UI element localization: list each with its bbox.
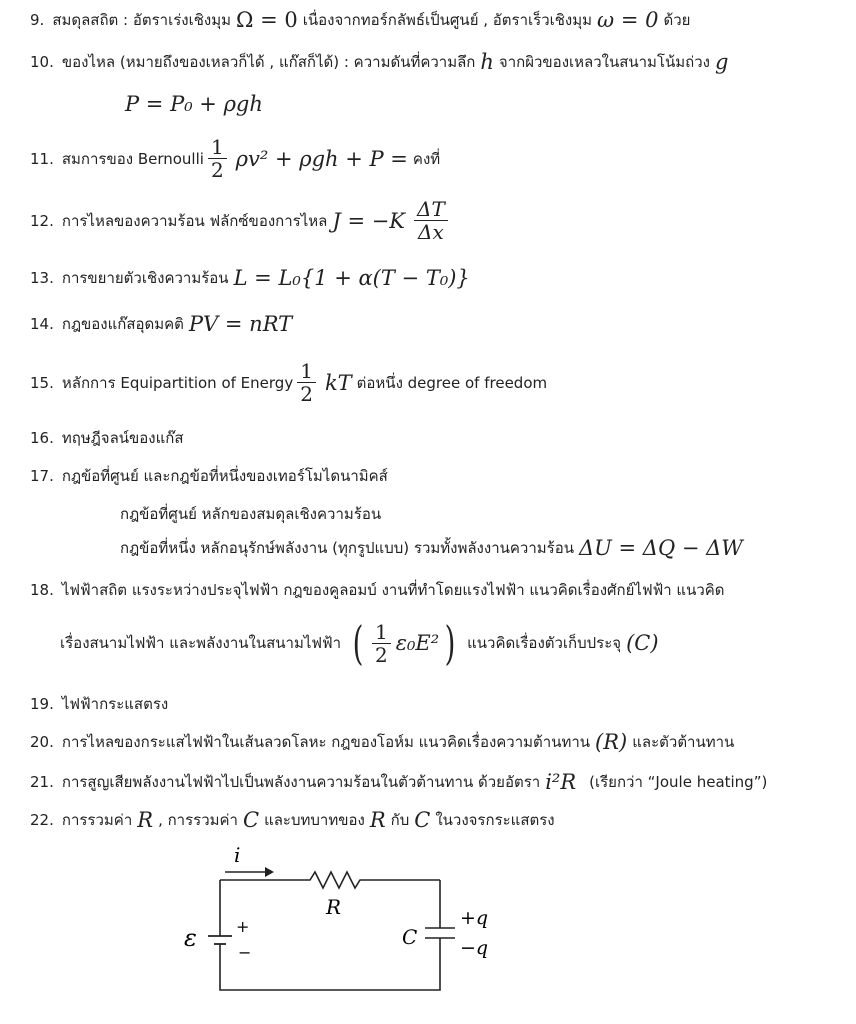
- item-19: 19. ไฟฟ้ากระแสตรง: [30, 695, 169, 713]
- item-21: 21. การสูญเสียพลังงานไฟฟ้าไปเป็นพลังงานความร้อนในตัวต้านทาน ด้วยอัตรา i²R (เรียกว่า “Joule heating”): [30, 770, 768, 794]
- item-9: 9. สมดุลสถิต : อัตราเร่งเชิงมุม Ω = 0 เนื่องจากทอร์กลัพธ์เป็นศูนย์ , อัตราเร็วเชิงมุม ω = 0 ด้วย: [30, 8, 691, 32]
- current-label: i: [234, 843, 241, 867]
- pressure-equation: P = P₀ + ρgh: [125, 92, 263, 116]
- capacitor-plus-q: +q: [460, 907, 489, 929]
- item-22: 22. การรวมค่า R , การรวมค่า C และบทบาทของ R กับ C ในวงจรกระแสตรง: [30, 808, 555, 832]
- fraction-dT-dx: $\frac{\Delta T}{\Delta x}$: [414, 198, 448, 243]
- item-16: 16. ทฤษฎีจลน์ของแก๊ส: [30, 429, 184, 447]
- item-10: 10. ของไหล (หมายถึงของเหลวก็ได้ , แก๊สก็ได้) : ความดันที่ความลึก h จากผิวของเหลวในสนามโน้มถ่วง g: [30, 50, 729, 74]
- emf-label: ε: [184, 924, 197, 952]
- item-13: 13. การขยายตัวเชิงความร้อน L = L₀{1 + α(T − T₀)}: [30, 266, 470, 290]
- rc-circuit-diagram: [170, 840, 510, 1010]
- fraction-half: $\frac{1}{2}$: [372, 621, 391, 666]
- resistor-label: R: [326, 895, 342, 919]
- resistor-wire: [220, 872, 440, 888]
- item-17-zeroth-law: กฎข้อที่ศูนย์ หลักของสมดุลเชิงความร้อน: [120, 505, 382, 523]
- capacitor-label: C: [402, 925, 418, 949]
- item-12: 12. การไหลของความร้อน ฟลักซ์ของการไหล J = −K $\frac{\Delta T}{\Delta x}$: [30, 198, 452, 243]
- item-14: 14. กฎของแก๊สอุดมคติ PV = nRT: [30, 312, 293, 336]
- fraction-half: $\frac{1}{2}$: [297, 360, 316, 405]
- item-17: 17. กฎข้อที่ศูนย์ และกฎข้อที่หนึ่งของเทอร์โมไดนามิคส์: [30, 467, 388, 485]
- capacitor-minus-q: −q: [460, 937, 489, 959]
- battery-minus: −: [238, 943, 252, 962]
- item-17-first-law: กฎข้อที่หนึ่ง หลักอนุรักษ์พลังงาน (ทุกรูปแบบ) รวมทั้งพลังงานความร้อน ΔU = ΔQ − ΔW: [120, 536, 743, 560]
- item-18: 18. ไฟฟ้าสถิต แรงระหว่างประจุไฟฟ้า กฎของคูลอมบ์ งานที่ทำโดยแรงไฟฟ้า แนวคิดเรื่องศักย์ไฟฟ้า แนวคิด: [30, 581, 725, 599]
- battery-plus: +: [236, 917, 250, 936]
- current-arrow-head: [265, 867, 274, 877]
- item-20: 20. การไหลของกระแสไฟฟ้าในเส้นลวดโลหะ กฎของโอห์ม แนวคิดเรื่องความต้านทาน (R) และตัวต้านทาน: [30, 730, 735, 754]
- item-11: 11. สมการของ Bernoulli $\frac{1}{2}$ ρv² + ρgh + P = คงที่: [30, 135, 441, 182]
- item-15: 15. หลักการ Equipartition of Energy $\frac{1}{2}$ kT ต่อหนึ่ง degree of freedom: [30, 359, 548, 406]
- fraction-half: $\frac{1}{2}$: [208, 136, 227, 181]
- item-18-cont: เรื่องสนามไฟฟ้า และพลังงานในสนามไฟฟ้า ( $\frac{1}{2}$ ε₀E² ) แนวคิดเรื่องตัวเก็บประจุ (C): [60, 616, 659, 670]
